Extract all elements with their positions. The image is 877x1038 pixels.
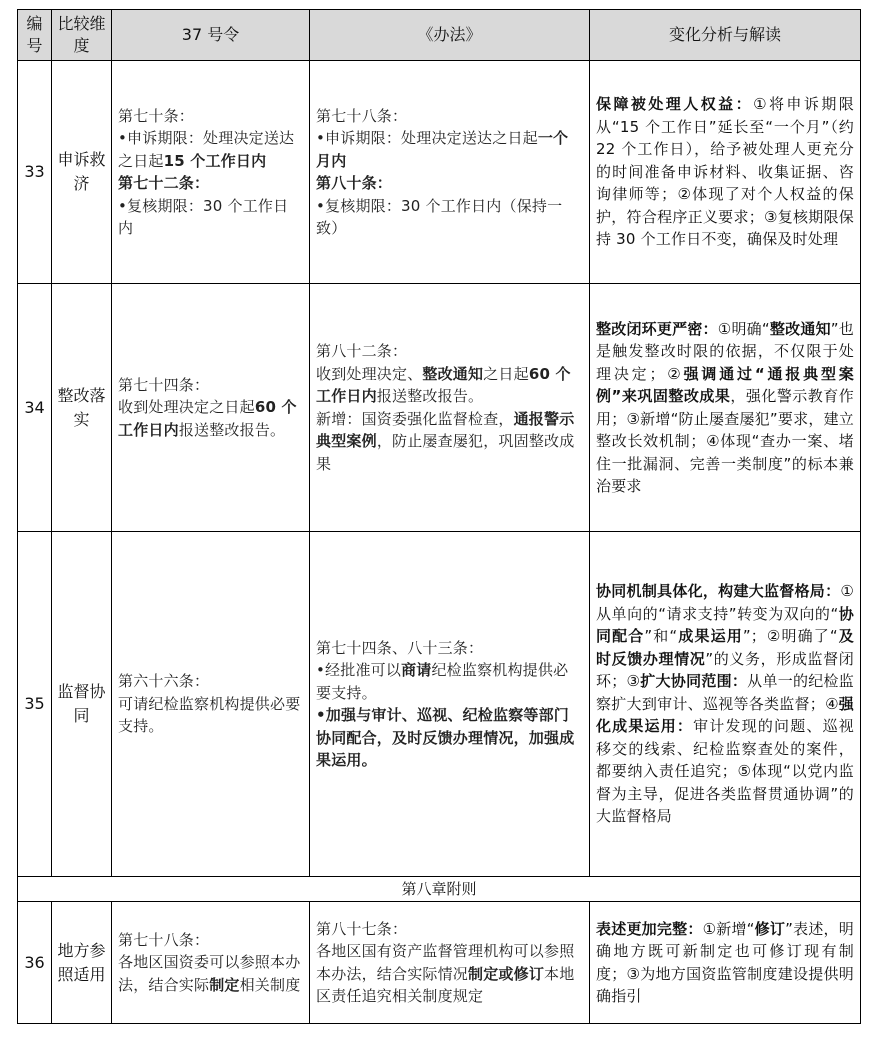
cell-line [316, 408, 583, 476]
cell-line [118, 195, 303, 240]
text-run: 一个月内 [316, 129, 569, 170]
cell-line [316, 940, 583, 1008]
measures-cell [310, 532, 590, 877]
cell-line [316, 127, 583, 172]
text-run: 整改闭环更严密： [596, 319, 718, 338]
text-run: ，强化警示教育作用；③新增“防止屡查屡犯”要求，建立整改长效机制；④体现“查办一案、堵住一批漏洞、完善一类制度”的标本兼治要求 [596, 387, 854, 495]
text-run: 强调通过“通报典型案例”来巩固整改成果 [596, 364, 855, 405]
row-number: 35 [18, 532, 52, 877]
table-row [18, 284, 861, 532]
text-run: •复核期限：30 个工作日内 [118, 196, 289, 237]
order37-cell [112, 532, 310, 877]
text-run: 报送整改报告。 [178, 420, 286, 439]
cell-line [316, 172, 583, 195]
text-run: 制定 [209, 975, 240, 994]
text-run: 60 个工作日内 [118, 398, 297, 439]
text-run: 第七十八条： [316, 106, 408, 125]
cell-line [118, 396, 303, 441]
header-analysis: 变化分析与解读 [590, 10, 861, 61]
text-run: 审计发现的问题、巡视移交的线索、纪检监察查处的案件，都要纳入责任追究；⑤体现“以党内监督为主导，促进各类监督贯通协调”的大监督格局 [596, 717, 854, 826]
text-run: 第八十七条： [316, 919, 408, 938]
header-dimension: 比较维度 [52, 10, 112, 61]
text-run: 从单一的纪检监察扩大到审计、巡视等各类监督；④ [596, 672, 854, 713]
analysis-cell [590, 902, 861, 1024]
text-run: 通报警示典型案例 [316, 409, 575, 450]
cell-line [316, 704, 583, 772]
text-run: 各地区国资委可以参照本办法，结合实际 [118, 953, 301, 994]
row-dimension: 监督协同 [52, 532, 112, 877]
cell-line [118, 105, 303, 128]
text-run: 修订 [754, 919, 786, 938]
cell-line [118, 670, 303, 693]
text-run: ”的义务，形成监督闭环；③ [596, 649, 854, 691]
text-run: 及时反馈办理情况 [596, 627, 854, 668]
text-run: •申诉期限：处理决定送达之日起 [118, 129, 295, 170]
text-run: 收到处理决定、 [316, 364, 423, 383]
text-run: 第七十四条、八十三条： [316, 638, 484, 657]
text-run: ①明确“ [717, 319, 770, 338]
text-run: 可请纪检监察机构提供必要支持。 [118, 694, 301, 736]
text-run: 第六十六条： [118, 672, 210, 691]
text-run: 协同配合 [596, 604, 854, 646]
text-run: 协同机制具体化，构建大监督格局： [596, 582, 841, 601]
text-run: ”和“ [644, 627, 678, 646]
row-number: 36 [18, 902, 52, 1024]
text-run: •加强与审计、巡视、纪检监察等部门协同配合，及时反馈办理情况，加强成果运用。 [316, 706, 575, 769]
text-run: 第八十二条： [316, 342, 408, 360]
header-measures: 《办法》 [310, 10, 590, 61]
text-run: 商请 [401, 661, 432, 679]
cell-line [316, 105, 583, 128]
text-run: 制定或修订 [468, 964, 545, 983]
order37-cell [112, 902, 310, 1024]
text-run: 整改通知 [422, 364, 484, 383]
cell-line [118, 951, 303, 996]
row-dimension: 地方参照适用 [52, 902, 112, 1024]
text-run: 15 个工作日内 [163, 151, 267, 170]
cell-line [316, 659, 583, 704]
order37-cell [112, 284, 310, 532]
cell-line [316, 195, 583, 240]
text-run: 整改通知 [769, 319, 831, 338]
measures-cell [310, 284, 590, 532]
text-run: 第七十八条： [118, 930, 210, 949]
cell-line [118, 172, 303, 195]
text-run: 本地区责任追究相关制度规定 [316, 964, 575, 1005]
header-order37: 37 号令 [112, 10, 310, 61]
text-run: ①将申诉期限从“15 个工作日”延长至“一个月”（约 22 个工作日），给予被处理人更充分的时间准备申诉材料、收集证据、咨询律师等；②体现了对个人权益的保护，符合程序正义要求；③复核期限保持 30 个工作日不变，确保及时处理 [596, 95, 854, 249]
table-row [18, 902, 861, 1024]
table-row [18, 532, 861, 877]
analysis-cell [590, 532, 861, 877]
row-number: 34 [18, 284, 52, 532]
chapter-row [18, 877, 861, 902]
text-run: 收到处理决定之日起 [118, 398, 255, 417]
cell-line [316, 918, 583, 941]
text-run: 报送整改报告。 [376, 387, 484, 405]
header-row [18, 10, 861, 61]
text-run: ”也是触发整改时限的依据，不仅限于处理决定；② [596, 319, 854, 383]
analysis-cell [590, 61, 861, 284]
order37-cell [112, 61, 310, 284]
text-run: 表述更加完整： [596, 919, 703, 938]
text-run: 第七十条： [118, 106, 195, 125]
cell-line [316, 637, 583, 660]
text-run: 强化成果运用： [596, 694, 854, 736]
text-run: 成果运用 [677, 627, 743, 646]
comparison-table [17, 9, 861, 1024]
row-dimension: 整改落实 [52, 284, 112, 532]
table-row [18, 61, 861, 284]
chapter-title: 第八章附则 [18, 877, 861, 902]
text-run: •申诉期限：处理决定送达之日起 [316, 129, 538, 147]
text-run: 新增：国资委强化监督检查， [316, 409, 514, 428]
text-run: 第八十条： [316, 174, 393, 192]
text-run: ”表述，明确地方既可新制定也可修订现有制度；③为地方国资监管制度建设提供明确指引 [596, 919, 854, 1005]
text-run: ①新增“ [702, 919, 755, 938]
text-run: 保障被处理人权益： [596, 95, 754, 114]
cell-line [118, 374, 303, 397]
row-number: 33 [18, 61, 52, 284]
cell-line [118, 929, 303, 952]
text-run: 扩大协同范围： [640, 672, 748, 691]
text-run: 第七十二条： [118, 174, 210, 192]
text-run: •复核期限：30 个工作日内（保持一致） [316, 196, 563, 237]
cell-line [316, 363, 583, 408]
cell-line [118, 127, 303, 172]
text-run: 纪检监察机构提供必要支持。 [316, 661, 569, 702]
measures-cell [310, 902, 590, 1024]
analysis-cell [590, 284, 861, 532]
text-run: •经批准可以 [316, 661, 402, 679]
measures-cell [310, 61, 590, 284]
cell-line [316, 340, 583, 363]
header-num: 编号 [18, 10, 52, 61]
text-run: ”；②明确了“ [742, 627, 838, 646]
text-run: ，防止屡查屡犯，巩固整改成果 [316, 432, 575, 473]
text-run: 各地区国有资产监督管理机构可以参照本办法，结合实际情况 [316, 942, 575, 983]
text-run: 60 个工作日内 [316, 364, 571, 405]
cell-line [118, 693, 303, 738]
text-run: 之日起 [483, 364, 529, 383]
text-run: 第七十四条： [118, 375, 210, 394]
row-dimension: 申诉救济 [52, 61, 112, 284]
text-run: 相关制度 [239, 975, 301, 994]
text-run: ①从单向的“请求支持”转变为双向的“ [596, 582, 854, 623]
